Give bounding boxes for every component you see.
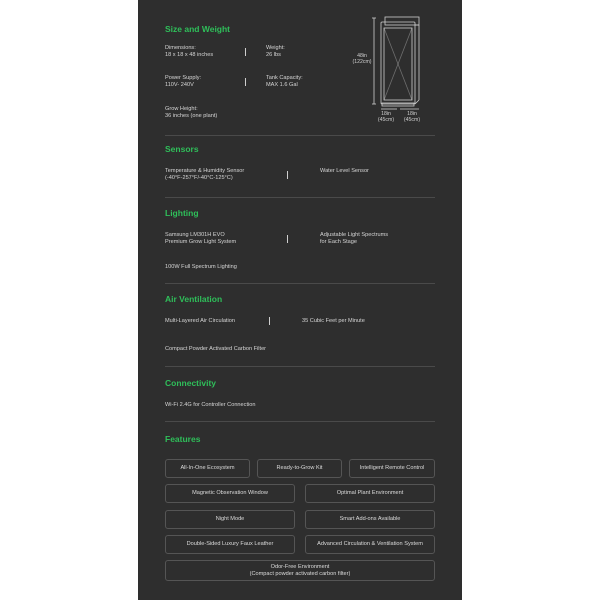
height-dimension-label: 48in (122cm) bbox=[352, 53, 372, 65]
section-divider bbox=[165, 135, 435, 136]
tent-top bbox=[385, 17, 419, 25]
wifi-spec: Wi-Fi 2.4G for Controller Connection bbox=[165, 402, 256, 408]
air-circulation-spec: Multi-Layered Air Circulation bbox=[165, 318, 235, 324]
samsung-light-spec: Samsung LM301H EVO Premium Grow Light System bbox=[165, 232, 237, 245]
divider bbox=[287, 171, 288, 179]
feature-chip: Intelligent Remote Control bbox=[349, 459, 435, 478]
feature-chip: Ready-to-Grow Kit bbox=[257, 459, 342, 478]
full-spectrum-spec: 100W Full Spectrum Lighting bbox=[165, 264, 237, 270]
feature-chip-odor-free: Odor-Free Environment (Compact powder activated carbon filter) bbox=[165, 560, 435, 581]
lighting-title: Lighting bbox=[165, 208, 199, 218]
sensors-title: Sensors bbox=[165, 144, 199, 154]
size-weight-title: Size and Weight bbox=[165, 24, 231, 34]
grow-height-spec: Grow Height: 36 inches (one plant) bbox=[165, 106, 218, 119]
feature-chip: Night Mode bbox=[165, 510, 295, 529]
air-ventilation-title: Air Ventilation bbox=[165, 294, 223, 304]
divider bbox=[269, 317, 270, 325]
carbon-filter-spec: Compact Powder Activated Carbon Filter bbox=[165, 346, 267, 352]
features-title: Features bbox=[165, 434, 201, 444]
grow-tent-diagram bbox=[372, 14, 428, 114]
water-level-sensor-spec: Water Level Sensor bbox=[320, 168, 369, 174]
divider bbox=[245, 48, 246, 56]
width-dimension-label: 18in (45cm) bbox=[377, 111, 395, 123]
feature-chip: Magnetic Observation Window bbox=[165, 484, 295, 503]
cubic-feet-spec: 35 Cubic Feet per Minute bbox=[302, 318, 365, 324]
power-supply-spec: Power Supply: 110V- 240V bbox=[165, 75, 202, 88]
section-divider bbox=[165, 421, 435, 422]
section-divider bbox=[165, 283, 435, 284]
section-divider bbox=[165, 366, 435, 367]
feature-chip: All-In-One Ecosystem bbox=[165, 459, 250, 478]
dimensions-spec: Dimensions: 18 x 18 x 48 inches bbox=[165, 45, 214, 58]
feature-chip: Smart Add-ons Available bbox=[305, 510, 435, 529]
weight-spec: Weight: 26 lbs bbox=[266, 45, 285, 58]
connectivity-title: Connectivity bbox=[165, 378, 217, 388]
temp-humidity-sensor-spec: Temperature & Humidity Sensor (-40°F-257°F/-40°C-125°C) bbox=[165, 168, 245, 181]
feature-chip: Double-Sided Luxury Faux Leather bbox=[165, 535, 295, 554]
spec-panel bbox=[138, 0, 462, 600]
light-spectrums-spec: Adjustable Light Spectrums for Each Stage bbox=[320, 232, 389, 245]
feature-chip: Advanced Circulation & Ventilation System bbox=[305, 535, 435, 554]
tent-base bbox=[382, 103, 414, 106]
section-divider bbox=[165, 197, 435, 198]
divider bbox=[287, 235, 288, 243]
divider bbox=[245, 78, 246, 86]
tank-capacity-spec: Tank Capacity: MAX 1.6 Gal bbox=[266, 75, 303, 88]
feature-chip: Optimal Plant Environment bbox=[305, 484, 435, 503]
depth-dimension-label: 18in (45cm) bbox=[403, 111, 421, 123]
